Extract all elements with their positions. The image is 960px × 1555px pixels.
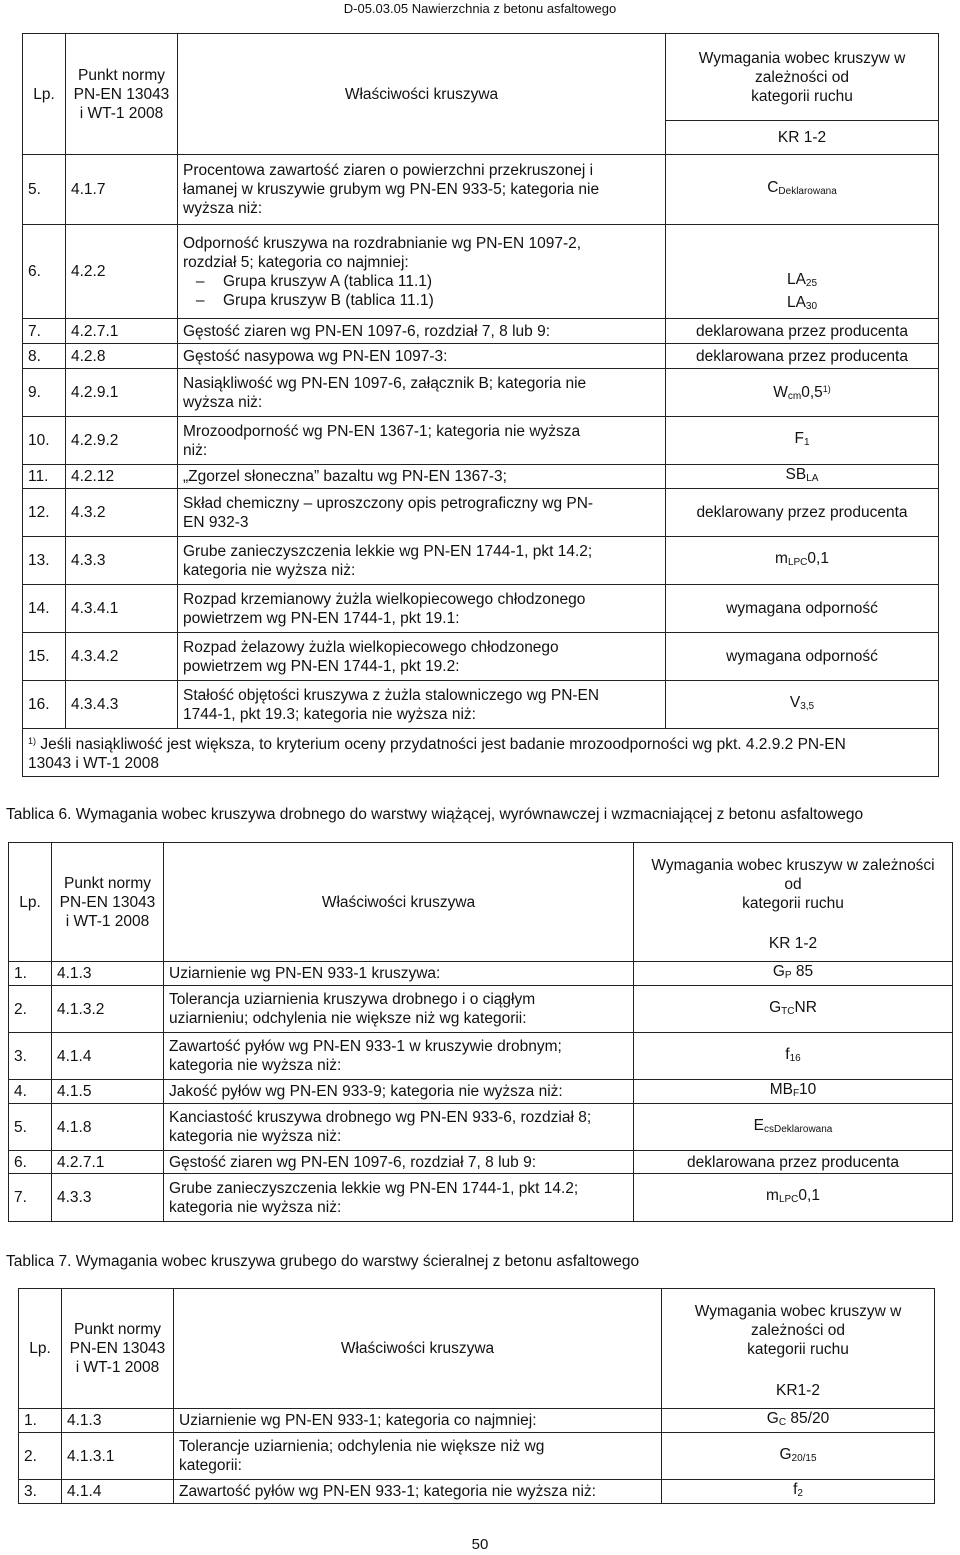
header-norm-point: Punkt normy PN-EN 13043 i WT-1 2008 [66, 34, 178, 155]
table-row: 4. 4.1.5 Jakość pyłów wg PN-EN 933-9; kategoria nie wyższa niż: $MB_F10$ [9, 1080, 953, 1104]
header-traffic-category: KR 1-2 [666, 121, 939, 155]
table-row: 11. 4.2.12 „Zgorzel słoneczna” bazaltu wg PN-EN 1367-3; $SB_{LA}$ [23, 465, 939, 489]
table-row: 3. 4.1.4 Zawartość pyłów wg PN-EN 933-1 w kruszywie drobnym; kategoria nie wyższa niż: $f_{16}$ [9, 1033, 953, 1080]
table-row: 12. 4.3.2 Skład chemiczny – uproszczony opis petrograficzny wg PN- EN 932-3 deklarowany przez producenta [23, 489, 939, 537]
table-row: 7. 4.2.7.1 Gęstość ziaren wg PN-EN 1097-6, rozdział 7, 8 lub 9: deklarowana przez producenta [23, 319, 939, 344]
table-row: 8. 4.2.8 Gęstość nasypowa wg PN-EN 1097-3: deklarowana przez producenta [23, 344, 939, 369]
page-number: 50 [471, 1536, 489, 1553]
header-lp: Lp. [23, 34, 66, 155]
table-row: 3. 4.1.4 Zawartość pyłów wg PN-EN 933-1; kategoria nie wyższa niż: $f_2$ [19, 1480, 935, 1504]
table-7-caption: Tablica 7. Wymagania wobec kruszywa grubego do warstwy ścieralnej z betonu asfaltowego [6, 1253, 640, 1270]
table-footnote: $^{1)}$ Jeśli nasiąkliwość jest większa, to kryterium oceny przydatności jest badanie mrozoodporności wg pkt. 4.2.9.2 PN-EN 13043 i WT-1 2008 [23, 729, 939, 777]
table-row: 2. 4.1.3.1 Tolerancje uziarnienia; odchylenia nie większe niż wg kategorii: $G_{20/15}$ [19, 1433, 935, 1480]
table-row: 6. 4.2.7.1 Gęstość ziaren wg PN-EN 1097-6, rozdział 7, 8 lub 9: deklarowana przez producenta [9, 1151, 953, 1174]
table-row: 13. 4.3.3 Grube zanieczyszczenia lekkie wg PN-EN 1744-1, pkt 14.2; kategoria nie wyższa niż: $m_{LPC}0,1$ [23, 537, 939, 585]
table-row: 1. 4.1.3 Uziarnienie wg PN-EN 933-1; kategoria co najmniej: $G_C$ 85/20 [19, 1409, 935, 1433]
table-row: 16. 4.3.4.3 Stałość objętości kruszywa z żużla stalowniczego wg PN-EN 1744-1, pkt 19.3; kategoria nie wyższa niż: $V_{3,5}$ [23, 681, 939, 729]
document-header: D-05.03.05 Nawierzchnia z betonu asfaltowego [343, 1, 617, 16]
table-row: 2. 4.1.3.2 Tolerancja uziarnienia kruszywa drobnego i o ciągłym uziarnieniu; odchylenia nie większe niż wg kategorii: $G_{TC}NR$ [9, 986, 953, 1033]
table-row: 15. 4.3.4.2 Rozpad żelazowy żużla wielkopiecowego chłodzonego powietrzem wg PN-EN 1744-1, pkt 19.2: wymagana odporność [23, 633, 939, 681]
table-row: 5. 4.1.8 Kanciastość kruszywa drobnego wg PN-EN 933-6, rozdział 8; kategoria nie wyższa niż: $E_{csDeklarowana}$ [9, 1104, 953, 1151]
table-wearing-course-aggregate: Lp. Punkt normy PN-EN 13043 i WT-1 2008 Właściwości kruszywa Wymagania wobec kruszyw w zależności od kategorii ruchu KR1-2 1. 4.1.3 Uziarnienie wg PN-EN 933-1; kategoria co najmniej: $G_C$ 85/20 2. 4.1.3.1 Tolerancje uziarnienia; odchylenia nie większe niż wg kategorii: $G_{20/15}$ 3. 4.1.4 Zawartość pyłów wg PN-EN 933-1; kategoria nie wyższa niż: $f_2$ [18, 1288, 935, 1504]
table-fine-aggregate: Lp. Punkt normy PN-EN 13043 i WT-1 2008 Właściwości kruszywa Wymagania wobec kruszyw w zależności od kategorii ruchu KR 1-2 1. 4.1.3 Uziarnienie wg PN-EN 933-1 kruszywa: $G_P$ 85 2. 4.1.3.2 Tolerancja uziarnienia kruszywa drobnego i o ciągłym uziarnieniu; odchylenia nie większe niż wg kategorii: $G_{TC}NR$ 3. 4.1.4 Zawartość pyłów wg PN-EN 933-1 w kruszywie drobnym; kategoria nie wyższa niż: $f_{16}$ 4. 4.1.5 Jakość pyłów wg PN-EN 933-9; kategoria nie wyższa niż: $MB_F10$ 5. 4.1.8 Kanciastość kruszywa drobnego wg PN-EN 933-6, rozdział 8; kategoria nie wyższa niż: $E_{csDeklarowana}$ 6. 4.2.7.1 Gęstość ziaren wg PN-EN 1097-6, rozdział 7, 8 lub 9: deklarowana przez producenta 7. 4.3.3 Grube zanieczyszczenia lekkie wg PN-EN 1744-1, pkt 14.2; kategoria nie wyższa niż: $m_{LPC}0,1$ [8, 842, 953, 1222]
table-row: 5. 4.1.7 Procentowa zawartość ziaren o powierzchni przekruszonej i łamanej w kruszywie grubym wg PN-EN 933-5; kategoria nie wyższa niż: $C_{Deklarowana}$ [23, 155, 939, 225]
table-row: 1. 4.1.3 Uziarnienie wg PN-EN 933-1 kruszywa: $G_P$ 85 [9, 962, 953, 986]
table-6-caption: Tablica 6. Wymagania wobec kruszywa drobnego do warstwy wiążącej, wyrównawczej i wzmacniającej z betonu asfaltowego [6, 806, 864, 823]
table-row: 10. 4.2.9.2 Mrozoodporność wg PN-EN 1367-1; kategoria nie wyższa niż: $F_1$ [23, 417, 939, 465]
table-row: 14. 4.3.4.1 Rozpad krzemianowy żużla wielkopiecowego chłodzonego powietrzem wg PN-EN 1744-1, pkt 19.1: wymagana odporność [23, 585, 939, 633]
table-row: 9. 4.2.9.1 Nasiąkliwość wg PN-EN 1097-6, załącznik B; kategoria nie wyższa niż: $W_{cm}0,5^{1)}$ [23, 369, 939, 417]
table-row: 6. 4.2.2 Odporność kruszywa na rozdrabnianie wg PN-EN 1097-2, rozdział 5; kategoria co najmniej: – Grupa kruszyw A (tablica 11.1) – Grupa kruszyw B (tablica 11.1) $LA_{25}$ $LA_{30}$ [23, 225, 939, 319]
header-property: Właściwości kruszywa [178, 34, 666, 155]
header-requirements: Wymagania wobec kruszyw w zależności od kategorii ruchu [666, 34, 939, 121]
table-coarse-aggregate-continued [22, 33, 939, 777]
table-row: 7. 4.3.3 Grube zanieczyszczenia lekkie wg PN-EN 1744-1, pkt 14.2; kategoria nie wyższa niż: $m_{LPC}0,1$ [9, 1174, 953, 1222]
